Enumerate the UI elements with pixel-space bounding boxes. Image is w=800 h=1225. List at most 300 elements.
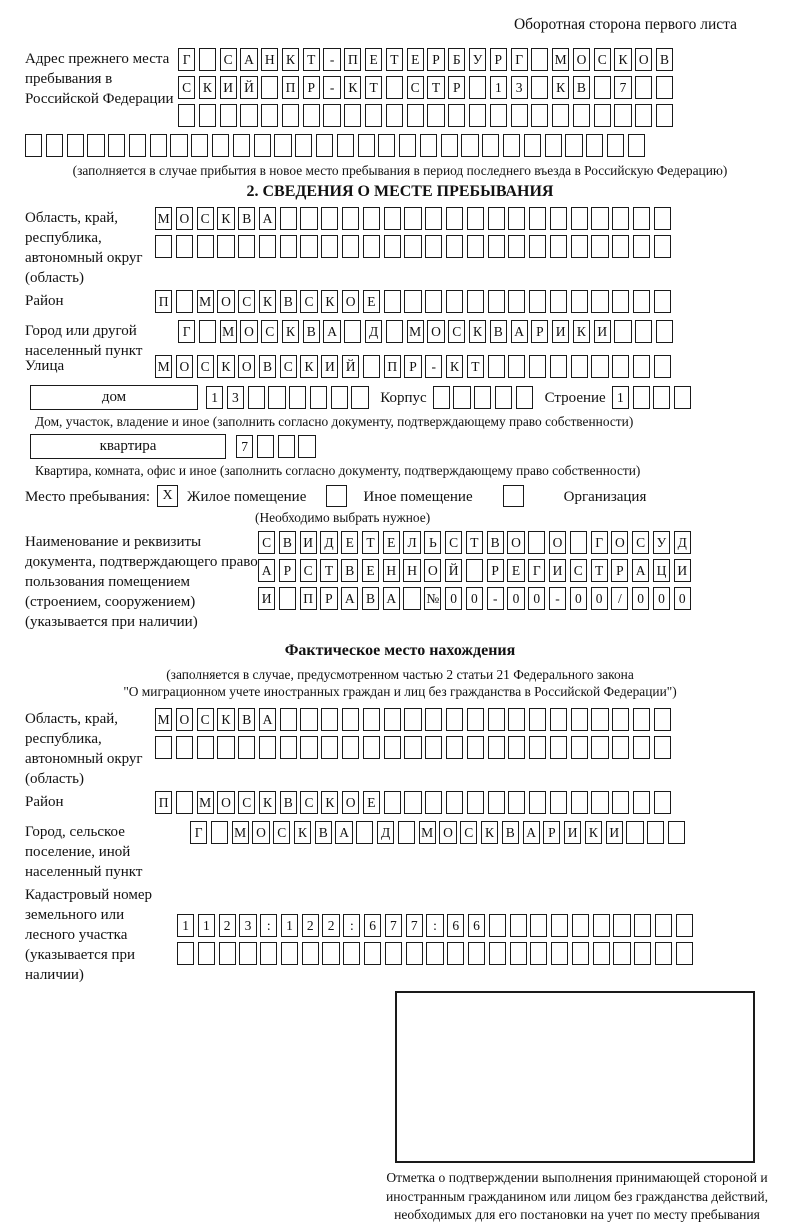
ulitsa-label: Улица <box>25 358 65 374</box>
char-cell <box>433 386 450 409</box>
char-cell: 1 <box>612 386 629 409</box>
char-cell <box>570 531 587 554</box>
char-cell <box>322 942 339 965</box>
char-cell: Д <box>320 531 337 554</box>
char-cell: 0 <box>528 587 545 610</box>
char-cell <box>279 587 296 610</box>
char-cell: 6 <box>447 914 464 937</box>
char-cell: В <box>238 708 255 731</box>
char-cell <box>398 821 415 844</box>
char-cell <box>531 76 548 99</box>
char-cell <box>510 914 527 937</box>
char-cell <box>212 134 229 157</box>
char-cell <box>668 821 685 844</box>
char-cell: : <box>426 914 443 937</box>
char-cell: И <box>300 531 317 554</box>
char-cell <box>488 355 505 378</box>
char-cell <box>446 235 463 258</box>
char-cell <box>550 290 567 313</box>
char-cell <box>365 104 382 127</box>
checkbox-inoe <box>326 485 347 507</box>
char-cell: И <box>258 587 275 610</box>
char-cell <box>280 207 297 230</box>
char-cell <box>612 290 629 313</box>
char-cell: К <box>217 355 234 378</box>
char-cell: С <box>448 320 465 343</box>
char-cell: А <box>259 207 276 230</box>
char-cell <box>176 736 193 759</box>
char-cell: - <box>425 355 442 378</box>
char-cell <box>289 386 306 409</box>
char-cell: Е <box>363 290 380 313</box>
char-cell: О <box>342 791 359 814</box>
char-cell <box>529 290 546 313</box>
char-cell <box>633 708 650 731</box>
char-cell: / <box>611 587 628 610</box>
char-cell: В <box>362 587 379 610</box>
char-cell <box>550 736 567 759</box>
char-cell <box>378 134 395 157</box>
char-cell <box>614 104 631 127</box>
char-cell: Г <box>178 320 195 343</box>
char-cell: О <box>252 821 269 844</box>
char-cell: К <box>614 48 631 71</box>
char-cell <box>280 235 297 258</box>
char-cell <box>529 207 546 230</box>
char-cell <box>607 134 624 157</box>
char-cell <box>488 791 505 814</box>
char-cell <box>257 435 274 458</box>
char-cell: С <box>407 76 424 99</box>
char-cell <box>447 942 464 965</box>
char-cell: 0 <box>674 587 691 610</box>
char-cell: И <box>564 821 581 844</box>
char-cell <box>612 207 629 230</box>
char-cell: Р <box>279 559 296 582</box>
char-cell: Е <box>365 48 382 71</box>
char-cell <box>384 290 401 313</box>
char-cell: А <box>240 48 257 71</box>
char-cell: Р <box>448 76 465 99</box>
char-cell: Т <box>320 559 337 582</box>
char-cell <box>155 736 172 759</box>
char-cell <box>321 207 338 230</box>
char-cell: В <box>280 791 297 814</box>
document-row-1 <box>258 531 694 554</box>
char-cell <box>676 942 693 965</box>
char-cell <box>550 235 567 258</box>
document-block <box>25 531 775 632</box>
char-cell: Р <box>427 48 444 71</box>
char-cell <box>198 942 215 965</box>
char-cell <box>565 134 582 157</box>
char-cell <box>404 791 421 814</box>
char-cell <box>656 76 673 99</box>
document-row-3 <box>258 587 694 610</box>
factual-oblast-row-1 <box>155 708 675 731</box>
char-cell <box>240 104 257 127</box>
char-cell: Б <box>448 48 465 71</box>
char-cell: У <box>653 531 670 554</box>
char-cell <box>571 736 588 759</box>
char-cell <box>87 134 104 157</box>
char-cell <box>550 708 567 731</box>
prev-address-grid <box>178 48 677 132</box>
char-cell <box>467 290 484 313</box>
char-cell <box>385 942 402 965</box>
char-cell: Е <box>363 791 380 814</box>
char-cell: О <box>217 290 234 313</box>
char-cell: - <box>549 587 566 610</box>
char-cell: С <box>632 531 649 554</box>
char-cell <box>545 134 562 157</box>
prev-address-row-4 <box>25 134 775 157</box>
char-cell: С <box>238 791 255 814</box>
char-cell: Р <box>490 48 507 71</box>
char-cell <box>635 76 652 99</box>
char-cell <box>469 76 486 99</box>
char-cell <box>656 320 673 343</box>
char-cell: 3 <box>239 914 256 937</box>
ulitsa-row <box>155 355 675 378</box>
char-cell <box>310 386 327 409</box>
char-cell <box>199 104 216 127</box>
char-cell: К <box>217 207 234 230</box>
char-cell <box>591 355 608 378</box>
char-cell <box>238 235 255 258</box>
char-cell <box>238 736 255 759</box>
char-cell: М <box>220 320 237 343</box>
char-cell <box>261 104 278 127</box>
char-cell: С <box>300 290 317 313</box>
char-cell: М <box>419 821 436 844</box>
char-cell: Р <box>543 821 560 844</box>
char-cell: Т <box>362 531 379 554</box>
char-cell: 1 <box>198 914 215 937</box>
stamp-caption: Отметка о подтверждении выполнения принимающей стороной и иностранным гражданином или лицом без гражданства действий, необходимых для его постановки на учет по месту пребывания <box>386 1170 768 1222</box>
char-cell: К <box>573 320 590 343</box>
char-cell: 2 <box>219 914 236 937</box>
char-cell: О <box>238 355 255 378</box>
gorod-row <box>178 320 677 343</box>
char-cell: С <box>220 48 237 71</box>
char-cell <box>593 942 610 965</box>
char-cell <box>344 320 361 343</box>
char-cell <box>613 914 630 937</box>
char-cell: 1 <box>490 76 507 99</box>
char-cell: В <box>490 320 507 343</box>
char-cell: К <box>552 76 569 99</box>
char-cell <box>425 791 442 814</box>
char-cell <box>467 708 484 731</box>
char-cell <box>571 791 588 814</box>
char-cell <box>586 134 603 157</box>
char-cell <box>386 76 403 99</box>
char-cell: О <box>439 821 456 844</box>
dom-caption: Дом, участок, владение и иное (заполнить согласно документу, подтверждающему право собственности) <box>35 414 634 429</box>
char-cell <box>404 736 421 759</box>
char-cell <box>591 736 608 759</box>
mesto-block <box>25 485 775 507</box>
char-cell <box>342 207 359 230</box>
char-cell: 6 <box>468 914 485 937</box>
char-cell <box>482 134 499 157</box>
char-cell: К <box>321 290 338 313</box>
char-cell: А <box>632 559 649 582</box>
char-cell <box>635 104 652 127</box>
char-cell: С <box>460 821 477 844</box>
char-cell: А <box>335 821 352 844</box>
char-cell <box>530 914 547 937</box>
char-cell: Н <box>261 48 278 71</box>
option-zhiloe-label: Жилое помещение <box>187 488 307 505</box>
factual-caption-line2: "О миграционном учете иностранных граждан и лиц без гражданства в Российской Федерации") <box>123 684 677 699</box>
char-cell <box>342 708 359 731</box>
char-cell: К <box>294 821 311 844</box>
char-cell <box>337 134 354 157</box>
char-cell <box>653 386 670 409</box>
char-cell <box>425 290 442 313</box>
char-cell <box>274 134 291 157</box>
char-cell: А <box>511 320 528 343</box>
char-cell <box>508 708 525 731</box>
checkbox-zhiloe: X <box>157 485 178 507</box>
char-cell <box>363 207 380 230</box>
char-cell <box>654 708 671 731</box>
char-cell: В <box>487 531 504 554</box>
char-cell: С <box>258 531 275 554</box>
char-cell: П <box>300 587 317 610</box>
char-cell <box>613 942 630 965</box>
char-cell: Т <box>591 559 608 582</box>
kvartira-type-box: квартира <box>30 434 226 459</box>
char-cell: Л <box>403 531 420 554</box>
char-cell <box>363 355 380 378</box>
char-cell <box>403 587 420 610</box>
char-cell: О <box>635 48 652 71</box>
char-cell: Й <box>445 559 462 582</box>
char-cell: К <box>199 76 216 99</box>
char-cell <box>446 290 463 313</box>
char-cell <box>571 235 588 258</box>
char-cell <box>300 207 317 230</box>
char-cell <box>425 708 442 731</box>
kvartira-cells <box>236 435 319 458</box>
char-cell <box>467 736 484 759</box>
char-cell <box>529 235 546 258</box>
char-cell: О <box>342 290 359 313</box>
char-cell: К <box>259 791 276 814</box>
char-cell <box>633 791 650 814</box>
char-cell <box>551 914 568 937</box>
char-cell <box>351 386 368 409</box>
char-cell: Р <box>404 355 421 378</box>
char-cell: Т <box>466 531 483 554</box>
char-cell <box>260 942 277 965</box>
char-cell <box>399 134 416 157</box>
char-cell <box>467 207 484 230</box>
char-cell: Т <box>467 355 484 378</box>
prev-address-row-3 <box>178 104 677 127</box>
char-cell <box>259 736 276 759</box>
char-cell: 6 <box>364 914 381 937</box>
char-cell: Р <box>320 587 337 610</box>
char-cell <box>612 708 629 731</box>
char-cell <box>219 942 236 965</box>
char-cell <box>323 104 340 127</box>
kvartira-block <box>25 434 775 459</box>
char-cell <box>233 134 250 157</box>
char-cell: К <box>446 355 463 378</box>
char-cell <box>593 914 610 937</box>
char-cell: О <box>507 531 524 554</box>
char-cell: М <box>155 355 172 378</box>
char-cell <box>488 708 505 731</box>
char-cell <box>217 736 234 759</box>
char-cell <box>488 207 505 230</box>
char-cell <box>531 48 548 71</box>
char-cell: Г <box>528 559 545 582</box>
char-cell <box>529 708 546 731</box>
char-cell: Е <box>383 531 400 554</box>
char-cell <box>363 235 380 258</box>
char-cell: К <box>469 320 486 343</box>
char-cell: О <box>240 320 257 343</box>
checkbox-organizaciya <box>503 485 524 507</box>
char-cell <box>356 821 373 844</box>
char-cell <box>469 104 486 127</box>
char-cell: П <box>282 76 299 99</box>
char-cell <box>654 235 671 258</box>
char-cell <box>384 791 401 814</box>
char-cell: А <box>258 559 275 582</box>
char-cell <box>170 134 187 157</box>
char-cell <box>446 791 463 814</box>
char-cell <box>655 914 672 937</box>
char-cell: О <box>549 531 566 554</box>
char-cell <box>25 134 42 157</box>
char-cell: М <box>552 48 569 71</box>
char-cell: В <box>341 559 358 582</box>
char-cell: К <box>344 76 361 99</box>
char-cell <box>248 386 265 409</box>
char-cell <box>529 736 546 759</box>
char-cell: К <box>259 290 276 313</box>
char-cell: 7 <box>385 914 402 937</box>
char-cell <box>612 791 629 814</box>
char-cell <box>282 104 299 127</box>
char-cell <box>490 104 507 127</box>
gorod-label: Город или другой населенный пункт <box>25 323 143 359</box>
char-cell: В <box>315 821 332 844</box>
char-cell <box>321 708 338 731</box>
char-cell: И <box>549 559 566 582</box>
char-cell: 1 <box>177 914 194 937</box>
char-cell <box>453 386 470 409</box>
char-cell <box>446 708 463 731</box>
char-cell: Д <box>365 320 382 343</box>
char-cell <box>363 708 380 731</box>
char-cell: У <box>469 48 486 71</box>
char-cell <box>591 708 608 731</box>
char-cell: В <box>259 355 276 378</box>
char-cell: И <box>594 320 611 343</box>
kadastr-label: Кадастровый номер земельного или лесного участка (указывается при наличии) <box>25 887 152 983</box>
char-cell: О <box>176 708 193 731</box>
char-cell: Е <box>507 559 524 582</box>
char-cell: О <box>176 355 193 378</box>
char-cell <box>197 235 214 258</box>
char-cell: Й <box>240 76 257 99</box>
char-cell <box>446 736 463 759</box>
char-cell: Е <box>341 531 358 554</box>
char-cell <box>508 290 525 313</box>
char-cell <box>524 134 541 157</box>
char-cell <box>404 207 421 230</box>
char-cell <box>594 76 611 99</box>
char-cell <box>441 134 458 157</box>
char-cell <box>516 386 533 409</box>
option-inoe-label: Иное помещение <box>363 488 473 505</box>
char-cell: И <box>674 559 691 582</box>
char-cell <box>550 791 567 814</box>
char-cell <box>331 386 348 409</box>
char-cell <box>614 320 631 343</box>
char-cell <box>199 320 216 343</box>
char-cell: Н <box>403 559 420 582</box>
char-cell: О <box>424 559 441 582</box>
char-cell: 0 <box>445 587 462 610</box>
char-cell: С <box>178 76 195 99</box>
char-cell <box>528 531 545 554</box>
char-cell: Е <box>407 48 424 71</box>
char-cell: С <box>273 821 290 844</box>
char-cell <box>386 320 403 343</box>
char-cell <box>344 104 361 127</box>
oblast-block <box>25 207 775 288</box>
char-cell <box>529 791 546 814</box>
factual-caption-line1: (заполняется в случае, предусмотренном частью 2 статьи 21 Федерального закона <box>166 667 634 682</box>
char-cell <box>281 942 298 965</box>
char-cell: Н <box>383 559 400 582</box>
char-cell <box>321 736 338 759</box>
char-cell: Е <box>362 559 379 582</box>
char-cell: К <box>282 48 299 71</box>
char-cell: М <box>197 791 214 814</box>
char-cell <box>466 559 483 582</box>
char-cell <box>261 76 278 99</box>
char-cell <box>635 320 652 343</box>
char-cell <box>384 736 401 759</box>
char-cell: М <box>232 821 249 844</box>
dom-block <box>25 385 775 410</box>
kadastr-row-1 <box>177 914 697 937</box>
char-cell: Р <box>487 559 504 582</box>
char-cell <box>406 942 423 965</box>
char-cell <box>358 134 375 157</box>
char-cell <box>178 104 195 127</box>
char-cell: Т <box>427 76 444 99</box>
kvartira-caption: Квартира, комната, офис и иное (заполнить согласно документу, подтверждающему право собственности) <box>35 463 641 478</box>
char-cell: С <box>197 207 214 230</box>
char-cell: 0 <box>466 587 483 610</box>
char-cell: О <box>427 320 444 343</box>
char-cell <box>446 207 463 230</box>
char-cell <box>425 736 442 759</box>
char-cell <box>474 386 491 409</box>
char-cell <box>384 235 401 258</box>
char-cell <box>531 104 548 127</box>
